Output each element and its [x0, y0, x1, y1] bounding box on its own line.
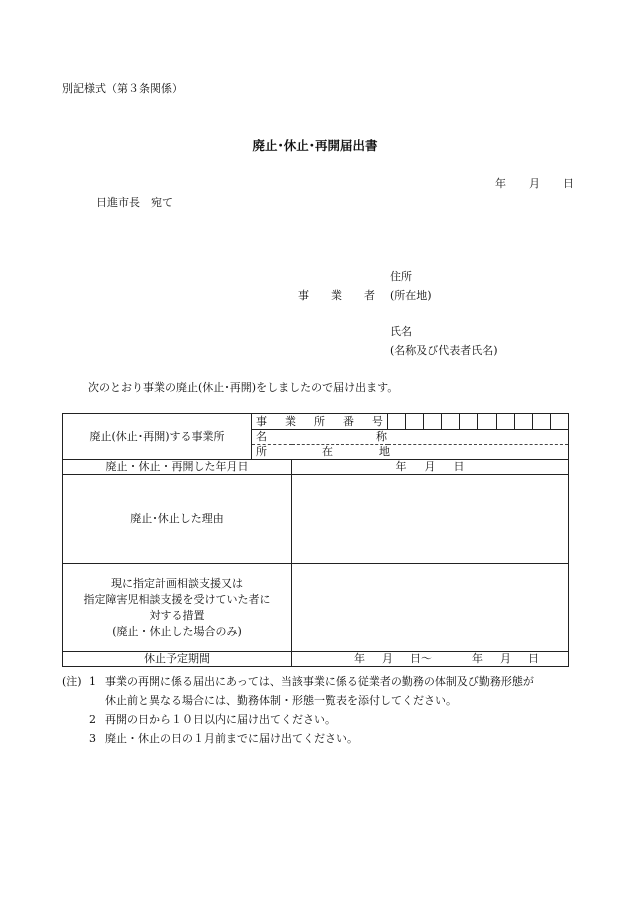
- submission-date: [495, 175, 574, 191]
- date-month-label: 月: [529, 177, 540, 190]
- notes-prefix: (注): [62, 675, 82, 688]
- document-title: 廃止･休止･再開届出書: [252, 138, 378, 153]
- date-year-label: 年: [495, 177, 506, 190]
- office-number-label: 事 業 所 番 号: [252, 414, 388, 430]
- measures-label: 現に指定計画相談支援又は 指定障害児相談支援を受けていた者に 対する措置 (廃止・休止した場合のみ): [63, 564, 292, 652]
- reason-field[interactable]: [292, 475, 569, 564]
- office-name-field[interactable]: 名 称: [252, 430, 569, 445]
- applicant-label: 事 業 者: [298, 289, 375, 302]
- period-label: 休止予定期間: [63, 652, 292, 667]
- note-item: 2 再開の日から１０日以内に届け出てください。: [89, 713, 336, 726]
- date-day-label: 日: [563, 177, 574, 190]
- notes: [62, 672, 534, 748]
- form-label: 別記様式（第３条関係）: [62, 82, 183, 95]
- intro-text: 次のとおり事業の廃止(休止･再開)をしましたので届け出ます。: [88, 381, 399, 394]
- date-row-value[interactable]: 年 月 日: [292, 460, 569, 475]
- note-item: (注) 1 事業の再開に係る届出にあっては、当該事業に係る従業者の勤務の体制及び勤務形態が: [62, 672, 534, 691]
- measures-field[interactable]: [292, 564, 569, 652]
- office-address-field[interactable]: 所 在 地: [252, 445, 569, 460]
- reason-label: 廃止･休止した理由: [63, 475, 292, 564]
- period-value[interactable]: 年 月 日～ 年 月 日: [292, 652, 569, 667]
- office-row-label: 廃止(休止･再開)する事業所: [63, 414, 252, 460]
- address-sub-label: (所在地): [390, 289, 432, 302]
- notification-table: [62, 413, 569, 667]
- note-item: 3 廃止・休止の日の１月前までに届け出てください。: [89, 732, 358, 745]
- name-label: 氏名: [390, 325, 412, 338]
- addressee: 日進市長 宛て: [96, 196, 173, 209]
- name-sub-label: (名称及び代表者氏名): [390, 344, 498, 357]
- office-number-boxes[interactable]: [388, 414, 569, 430]
- address-label: 住所: [390, 270, 412, 283]
- note-item-continuation: 休止前と異なる場合には、勤務体制・形態一覧表を添付してください。: [105, 694, 457, 707]
- date-row-label: 廃止・休止・再開した年月日: [63, 460, 292, 475]
